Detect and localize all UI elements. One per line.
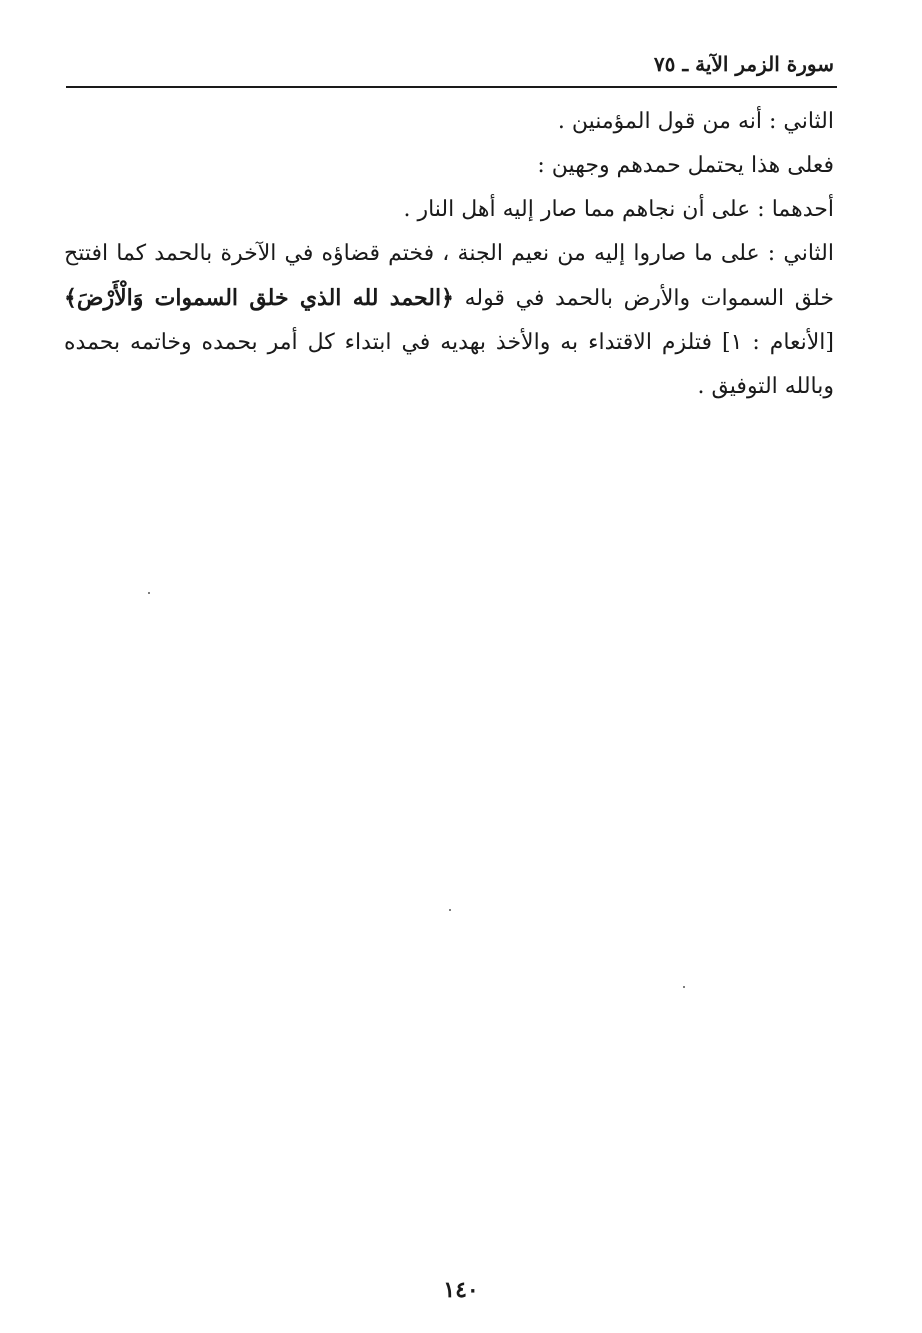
- scan-speck: [683, 986, 685, 988]
- paragraph-text-end: [الأنعام : ١] فتلزم الاقتداء به والأخذ بهديه في ابتداء كل أمر بحمده وخاتمه بحمده وبالله التوفيق .: [64, 330, 835, 399]
- scan-speck: [449, 909, 451, 911]
- quranic-verse: ﴿الحمد لله الذي خلق السموات وَالْأَرْضَ﴾: [64, 285, 454, 311]
- scan-speck: [148, 592, 150, 594]
- body-line-2: فعلى هذا يحتمل حمدهم وجهين :: [537, 153, 834, 178]
- body-line-3: أحدهما : على أن نجاهم مما صار إليه أهل النار .: [403, 197, 834, 222]
- body-paragraph: [64, 232, 834, 409]
- page-body: [64, 100, 834, 409]
- header-rule: [66, 86, 837, 88]
- page-number: ١٤٠: [443, 1277, 479, 1303]
- paragraph-text-start: الثاني : على ما صاروا إليه من نعيم الجنة ، فختم قضاؤه في الآخرة بالحمد كما افتتح خلق السموات والأرض بالحمد في قوله: [64, 241, 834, 311]
- body-line-1: الثاني : أنه من قول المؤمنين .: [557, 109, 834, 134]
- running-header: سورة الزمر الآية ـ ٧٥: [653, 52, 834, 76]
